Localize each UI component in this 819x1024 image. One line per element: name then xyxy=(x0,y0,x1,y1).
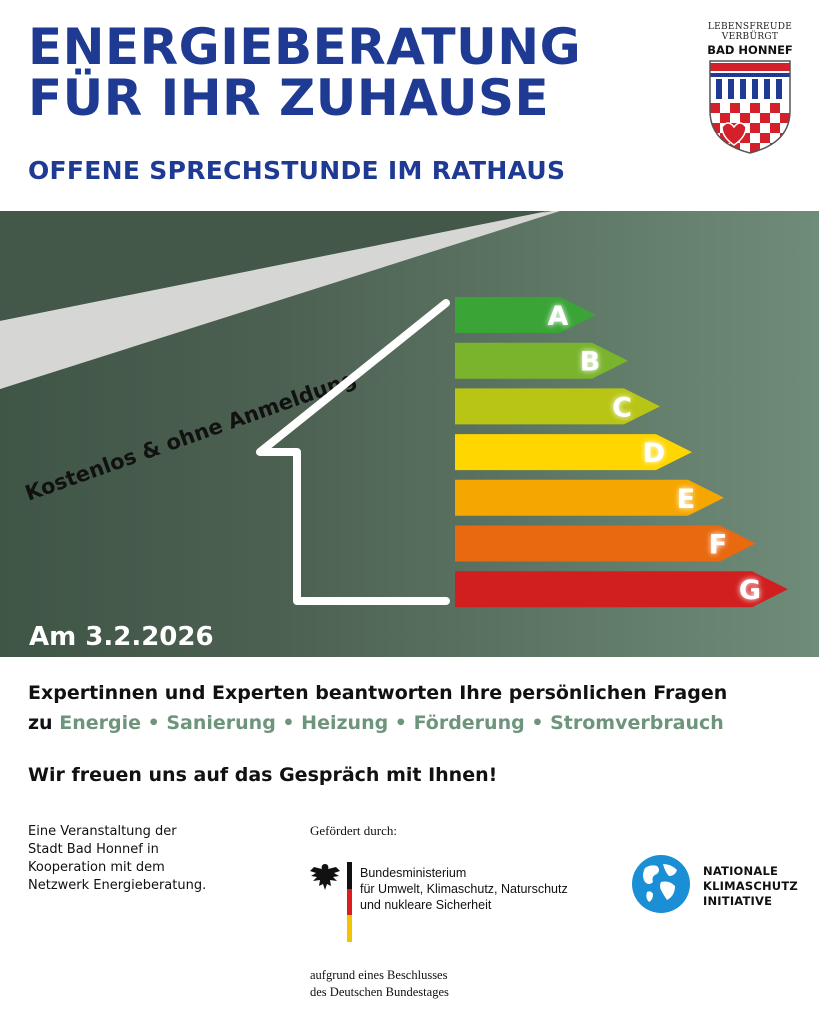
hero-banner xyxy=(0,211,819,657)
organizer-line-1: Eine Veranstaltung der xyxy=(28,824,177,839)
topics-line xyxy=(28,708,727,738)
house-outline-icon xyxy=(260,303,446,601)
organizer-line-2: Stadt Bad Honnef in xyxy=(28,842,159,857)
energy-class-label-d: D xyxy=(642,438,666,470)
coat-of-arms-icon xyxy=(700,59,800,155)
event-date: Am 3.2.2026 xyxy=(29,622,214,652)
energy-class-label-g: G xyxy=(738,575,762,607)
bundestag-resolution xyxy=(310,967,449,1001)
nki-line-1: NATIONALE xyxy=(703,864,779,878)
federal-eagle-icon xyxy=(308,862,342,892)
energy-class-label-c: C xyxy=(612,392,632,424)
free-no-registration-label: Kostenlos & ohne Anmeldung xyxy=(22,366,360,506)
organizer-line-4: Netzwerk Energieberatung. xyxy=(28,878,207,893)
nki-line-3: INITIATIVE xyxy=(703,894,773,908)
title-line-2: FÜR IHR ZUHAUSE xyxy=(28,69,550,127)
energy-class-label-e: E xyxy=(676,483,696,515)
event-time xyxy=(29,655,224,657)
organizer-text xyxy=(28,823,206,895)
crest-city: BAD HONNEF xyxy=(707,43,793,57)
energy-class-label-a: A xyxy=(547,301,569,332)
ministry-name xyxy=(360,865,568,913)
greeting-text: Wir freuen uns auf das Gespräch mit Ihnen! xyxy=(28,764,498,786)
ministry-line-1: Bundesministerium xyxy=(360,866,467,880)
funded-by-label: Gefördert durch: xyxy=(310,823,397,838)
resolution-line-1: aufgrund eines Beschlusses xyxy=(310,968,448,982)
nki-label xyxy=(703,864,798,909)
resolution-line-2: des Deutschen Bundestages xyxy=(310,985,449,999)
ministry-line-2: für Umwelt, Klimaschutz, Naturschutz xyxy=(360,882,568,896)
crest-motto-1: LEBENSFREUDE xyxy=(707,22,793,32)
topics-prefix: zu xyxy=(28,712,53,734)
ministry-line-3: und nukleare Sicherheit xyxy=(360,898,492,912)
energy-class-label-b: B xyxy=(579,346,601,378)
experts-line: Expertinnen und Experten beantworten Ihre persönlichen Fragen xyxy=(28,682,728,704)
page-title xyxy=(28,18,582,127)
event-date-time xyxy=(29,619,224,657)
energy-class-bar-b xyxy=(455,343,628,379)
experts-text xyxy=(28,678,727,738)
organizer-line-3: Kooperation mit dem xyxy=(28,860,165,875)
german-flag-bar xyxy=(347,862,352,942)
energy-class-label-f: F xyxy=(708,529,728,561)
title-line-1: ENERGIEBERATUNG xyxy=(28,18,582,76)
globe-icon xyxy=(631,854,691,914)
bad-honnef-crest xyxy=(700,22,800,162)
page-subtitle: OFFENE SPRECHSTUNDE IM RATHAUS xyxy=(28,156,566,185)
topics-list: Energie • Sanierung • Heizung • Förderung • Stromverbrauch xyxy=(59,712,724,734)
energy-class-bar-a xyxy=(455,297,596,333)
nki-line-2: KLIMASCHUTZ xyxy=(703,879,798,893)
crest-motto-2: VERBÜRGT xyxy=(721,32,779,42)
energy-house-graphic xyxy=(0,211,819,657)
